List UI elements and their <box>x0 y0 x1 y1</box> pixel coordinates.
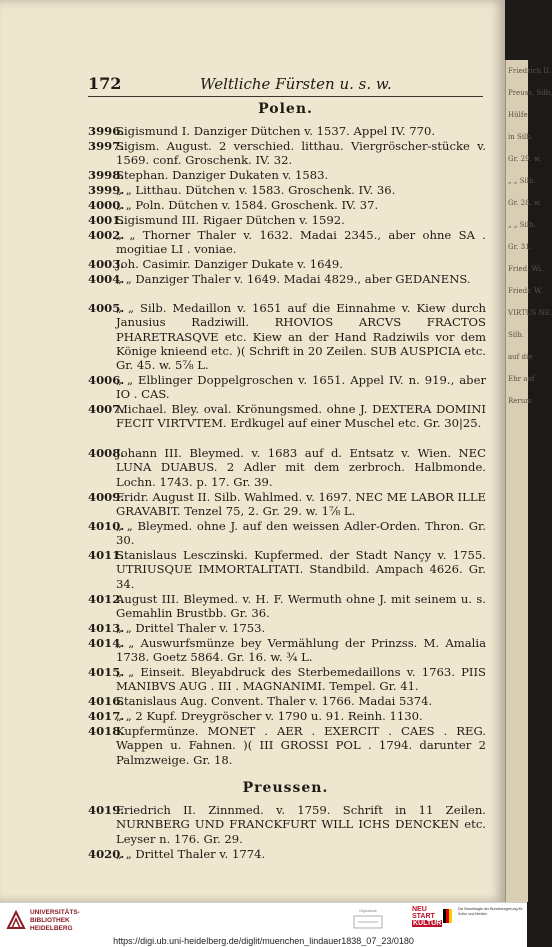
entry-text: Michael. Bley. oval. Krönungsmed. ohne J. DEXTERA DOMINI FECIT VIRTVTEM. Erdkugel auf einer Muschel etc. Gr. 30|25. <box>116 402 486 431</box>
entry-number: 4001. <box>88 213 125 227</box>
adjacent-page-line: Friedr. W. <box>508 287 543 295</box>
entry-text: Sigismund I. Danziger Dütchen v. 1537. Appel IV. 770. <box>116 124 436 138</box>
entry-text: „ „ Bleymed. ohne J. auf den weissen Adler-Orden. Thron. Gr. 30. <box>116 519 486 548</box>
adjacent-page-line: Ehr auf <box>508 375 535 383</box>
adjacent-page-line: Friedrich II. <box>508 67 552 75</box>
adjacent-page-line: Rerum <box>508 397 532 405</box>
adjacent-page-line: „ „ Silb. <box>508 221 536 229</box>
entry-number: 4012. <box>88 592 125 606</box>
catalog-entry <box>88 446 486 489</box>
adjacent-page-edge <box>505 60 552 902</box>
entry-text: Stanislaus Lesczinski. Kupfermed. der Stadt Nançy v. 1755. UTRIUSQUE IMMORTALITATI. Standbild. Ampach 4626. Gr. 34. <box>116 548 486 591</box>
entry-text: Johann III. Bleymed. v. 1683 auf d. Entsatz v. Wien. NEC LUNA DUABUS. 2 Adler mit dem zerbroch. Halbmonde. Lochn. 1743. p. 17. Gr. 39. <box>116 446 486 489</box>
entry-number: 4009. <box>88 490 125 504</box>
entry-text: „ „ Elblinger Doppelgroschen v. 1651. Appel IV. n. 919., aber IO . CAS. <box>116 373 486 402</box>
catalog-entry <box>88 168 486 182</box>
permalink-url[interactable]: https://digi.ub.uni-heidelberg.de/diglit/muenchen_lindauer1838_07_23/0180 <box>113 936 414 946</box>
entry-text: „ „ Drittel Thaler v. 1774. <box>116 847 266 861</box>
entry-number: 4017. <box>88 709 125 723</box>
university-library-name[interactable] <box>30 909 80 933</box>
entry-text: Sigism. August. 2 verschied. litthau. Viergröscher-stücke v. 1569. conf. Groschenk. IV. 32. <box>116 139 486 168</box>
entry-number: 4006. <box>88 373 125 387</box>
catalog-entry <box>88 490 486 519</box>
adjacent-page-line: Gr. 29. w. <box>508 155 542 163</box>
entry-text: Friedrich II. Zinnmed. v. 1759. Schrift in 11 Zeilen. NURNBERG UND FRANCKFURT WILL ICHS DENCKEN etc. Leyser n. 176. Gr. 29. <box>116 803 486 846</box>
catalog-entry <box>88 124 486 138</box>
catalog-entry <box>88 198 486 212</box>
adjacent-page-line: „ „ Silb. <box>508 177 536 185</box>
entry-number: 4013. <box>88 621 125 635</box>
digitization-logo <box>350 908 386 934</box>
digitization-logo-text: Digitalisat <box>359 908 377 913</box>
entry-text: Joh. Casimir. Danziger Dukate v. 1649. <box>116 257 343 271</box>
entry-text: „ „ Danziger Thaler v. 1649. Madai 4829., aber GEDANENS. <box>116 272 471 286</box>
digitization-emblem-icon <box>350 913 386 931</box>
neustart-line: KULTUR <box>413 920 442 927</box>
federal-eagle-icon <box>443 909 453 923</box>
logo-line: BIBLIOTHEK <box>30 917 70 924</box>
entry-number: 3996. <box>88 124 125 138</box>
entry-number: 4000. <box>88 198 125 212</box>
entry-text: Fridr. August II. Silb. Wahlmed. v. 1697. NEC ME LABOR ILLE GRAVABIT. Tenzel 75, 2. Gr. 29. w. 1⅞ L. <box>116 490 486 519</box>
page-number: 172 <box>88 74 122 93</box>
catalog-entry <box>88 257 486 271</box>
adjacent-page-line: Gr. 31. <box>508 243 532 251</box>
catalog-entry <box>88 636 486 665</box>
entry-text: „ „ Litthau. Dütchen v. 1583. Groschenk. IV. 36. <box>116 183 396 197</box>
catalog-entry <box>88 519 486 548</box>
catalog-entry <box>88 402 486 431</box>
catalog-entry <box>88 373 486 402</box>
entry-text: August III. Bleymed. v. H. F. Wermuth ohne J. mit seinem u. s. Gemahlin Brustbb. Gr. 36. <box>116 592 486 621</box>
entry-text: „ „ Einseit. Bleyabdruck des Sterbemedaillons v. 1763. PIIS MANIBVS AUG . III . MAGNANIMI. Tempel. Gr. 41. <box>116 665 486 694</box>
entry-text: Sigismund III. Rigaer Dütchen v. 1592. <box>116 213 345 227</box>
entry-number: 4011. <box>88 548 125 562</box>
catalog-entry <box>88 724 486 767</box>
neustart-line: START <box>412 913 435 920</box>
entry-text: Stephan. Danziger Dukaten v. 1583. <box>116 168 329 182</box>
entry-number: 4018. <box>88 724 125 738</box>
entry-number: 4019. <box>88 803 125 817</box>
catalog-entry <box>88 139 486 168</box>
entry-number: 4004. <box>88 272 125 286</box>
catalog-entry <box>88 847 486 861</box>
entry-number: 4003. <box>88 257 125 271</box>
catalog-entry <box>88 213 486 227</box>
entry-text: Kupfermünze. MONET . AER . EXERCIT . CAES . REG. Wappen u. Fahnen. )( III GROSSI POL . 1794. darunter 2 Palmzweige. Gr. 18. <box>116 724 486 767</box>
entry-text: Stanislaus Aug. Convent. Thaler v. 1766. Madai 5374. <box>116 694 433 708</box>
neustart-kultur-logo[interactable] <box>412 906 442 927</box>
catalog-entry <box>88 709 486 723</box>
catalog-entry <box>88 803 486 846</box>
section-title-preussen: Preussen. <box>242 780 329 796</box>
adjacent-page-line: Preuss. Silb. <box>508 89 552 97</box>
entry-number: 3997. <box>88 139 125 153</box>
university-library-logo-icon[interactable] <box>6 910 26 930</box>
entry-number: 4010. <box>88 519 125 533</box>
catalog-entry <box>88 272 486 286</box>
page-header <box>88 74 483 97</box>
entry-number: 4014. <box>88 636 125 650</box>
catalog-entry <box>88 592 486 621</box>
catalog-entry <box>88 548 486 591</box>
adjacent-page-line: auf die <box>508 353 533 361</box>
running-head: Weltliche Fürsten u. s. w. <box>200 75 392 93</box>
entry-text: „ „ Silb. Medaillon v. 1651 auf die Einnahme v. Kiew durch Janusius Radziwill. RHOVIOS ARCVS FRACTOS PHARETRASQVE etc. Kiew an der Hand Radziwils vor dem Könige knieend etc. )( Schrift in 20 Zeilen. SUB AUSPICIA etc. Gr. 45. w. 5⅞ L. <box>116 301 486 373</box>
funding-text: Die Beauftragte der Bundesregierung für Kultur und Medien <box>458 907 523 916</box>
entry-number: 4002. <box>88 228 125 242</box>
adjacent-page-line: Hülfe <box>508 111 528 119</box>
entry-number: 4015. <box>88 665 125 679</box>
entry-number: 3998. <box>88 168 125 182</box>
logo-line: UNIVERSITÄTS- <box>30 909 80 916</box>
catalog-entry <box>88 621 486 635</box>
entry-text: „ „ Auswurfsmünze bey Vermählung der Prinzss. M. Amalia 1738. Goetz 5864. Gr. 16. w. ¾ L. <box>116 636 486 665</box>
catalog-entry <box>88 183 486 197</box>
entry-text: „ „ Thorner Thaler v. 1632. Madai 2345., aber ohne SA . mogitiae LI . voniae. <box>116 228 486 257</box>
entry-number: 4016. <box>88 694 125 708</box>
catalog-entry <box>88 694 486 708</box>
logo-line: HEIDELBERG <box>30 925 73 932</box>
entry-text: „ „ 2 Kupf. Dreygröscher v. 1790 u. 91. Reinh. 1130. <box>116 709 423 723</box>
entry-text: „ „ Poln. Dütchen v. 1584. Groschenk. IV. 37. <box>116 198 379 212</box>
adjacent-page-line: Gr. 28. w. <box>508 199 542 207</box>
catalog-entry <box>88 301 486 372</box>
entry-number: 4007. <box>88 402 125 416</box>
adjacent-page-line: in Silb. <box>508 133 533 141</box>
neustart-line: NEU <box>412 906 427 913</box>
adjacent-page-line: Silb. <box>508 331 524 339</box>
entry-number: 4020. <box>88 847 125 861</box>
entry-number: 3999. <box>88 183 125 197</box>
viewer-footer <box>0 902 527 947</box>
adjacent-page-line: Fried. Wi. <box>508 265 544 273</box>
entry-number: 4005. <box>88 301 125 315</box>
section-title-polen: Polen. <box>258 101 313 117</box>
catalog-entry <box>88 228 486 257</box>
catalog-entry <box>88 665 486 694</box>
entry-text: „ „ Drittel Thaler v. 1753. <box>116 621 266 635</box>
adjacent-page-line: VIRTUS NE. <box>508 309 552 317</box>
entry-number: 4008. <box>88 446 125 460</box>
